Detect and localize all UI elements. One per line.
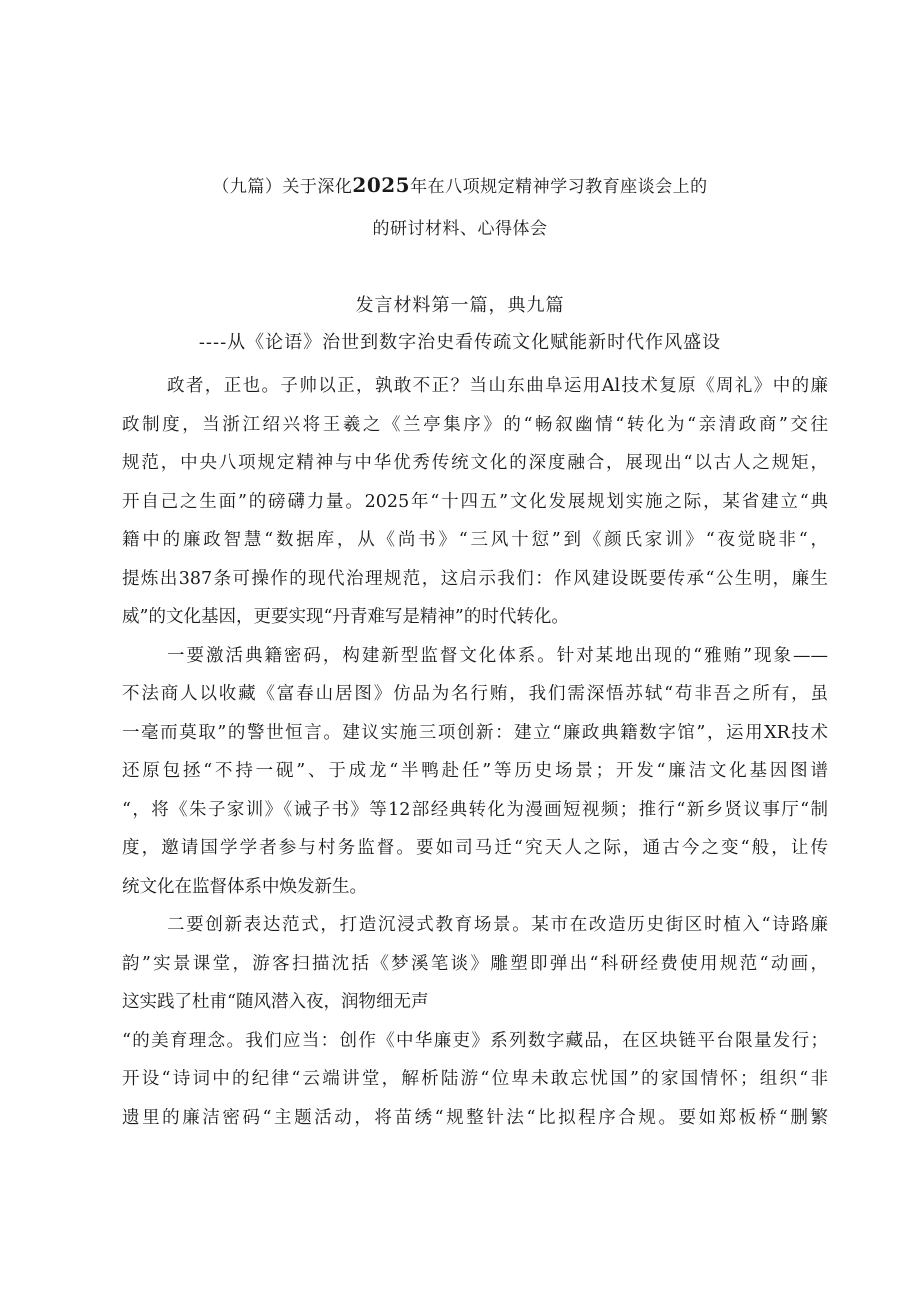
paragraph-1-line: 威”的文化基因，更要实现“丹青难写是精神”的时代转化。 [122,607,569,627]
paragraph-2-line: 统文化在监督体系中焕发新生。 [122,876,367,897]
paragraph-1-line: 开自己之生面”的磅礴力量。2025年“十四五”文化发展规划实施之际，某省建立“典 [122,491,828,512]
paragraph-3-line: 遗里的廉洁密码“主题活动，将苗绣“规整针法“比拟程序合规。要如郑板桥“删繁 [122,1107,828,1128]
paragraph-3-line: 开设“诗词中的纪律“云端讲堂，解析陆游“位卑未敢忘忧国”的家国情怀；组织“非 [122,1069,828,1089]
body-text [122,367,828,1137]
paragraph-3-line: 这实践了杜甫“随风潜入夜，润物细无声 [122,992,429,1012]
paragraph-2-line: 度，邀请国学学者参与村务监督。要如司马迁“究天人之际，通古今之变“般，让传 [122,838,828,858]
paragraph-2-line: 一毫而莫取”的警世恒言。建议实施三项创新：建立“廉政典籍数字馆”，运用XR技术 [122,722,828,743]
title-prefix: （九篇）关于深化 [212,177,353,197]
document-title-line-2: 的研讨材料、心得体会 [372,219,548,239]
paragraph-1-line: 政制度，当浙江绍兴将王羲之《兰亭集序》的“畅叙幽情“转化为“亲清政商”交往 [122,414,828,435]
paragraph-2-line: 还原包拯“不持一砚”、于成龙“半鸭赴任”等历史场景；开发“廉洁文化基因图谱 [122,761,828,781]
title-year: 2025 [352,173,411,197]
paragraph-1-line: 提炼出387条可操作的现代治理规范，这启示我们：作风建设既要传承“公生明，廉生 [122,568,828,589]
paragraph-1-line: 籍中的廉政智慧“数据库，从《尚书》“三风十愆”到《颜氏家训》“夜觉晓非“， [122,530,828,550]
section-subheading: ----从《论语》治世到数字治史看传疏文化赋能新时代作风盛设 [198,332,722,353]
paragraph-2-line: “，将《朱子家训》《诫子书》等12部经典转化为漫画短视频；推行“新乡贤议事厅“制 [122,799,828,820]
paragraph-2-line: 不法商人以收藏《富春山居图》仿品为名行贿，我们需深悟苏轼“苟非吾之所有，虽 [122,684,828,704]
section-heading: 发言材料第一篇，典九篇 [355,295,565,316]
paragraph-1-line: 政者，正也。子帅以正，孰敢不正？当山东曲阜运用Al技术复原《周礼》中的廉 [167,376,828,396]
paragraph-3-line: 二要创新表达范式，打造沉浸式教育场景。某市在改造历史街区时植入“诗路廉 [167,915,828,935]
paragraph-3-line: “的美育理念。我们应当：创作《中华廉吏》系列数字藏品，在区块链平台限量发行； [122,1030,828,1051]
paragraph-3-line: 韵”实景课堂，游客扫描沈括《梦溪笔谈》雕塑即弹出“科研经费使用规范“动画， [122,953,828,974]
title-suffix: 年在八项规定精神学习教育座谈会上的 [410,177,708,197]
paragraph-2-line: 一要激活典籍密码，构建新型监督文化体系。针对某地出现的“雅贿”现象—— [167,645,828,666]
paragraph-1-line: 规范，中央八项规定精神与中华优秀传统文化的深度融合，展现出“以古人之规矩， [122,453,828,473]
document-title-line-1 [0,172,920,197]
